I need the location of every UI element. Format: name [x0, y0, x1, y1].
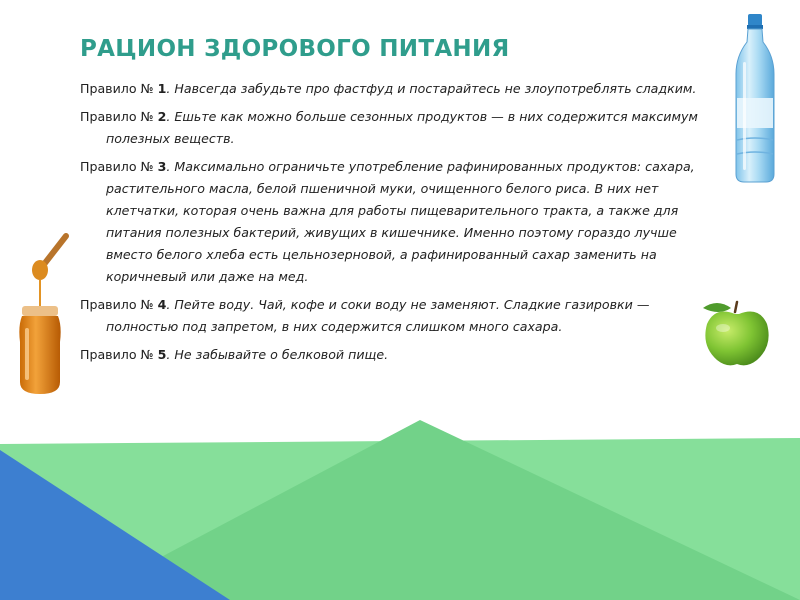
water-bottle-image	[733, 12, 777, 184]
rule-label: Правило №	[80, 109, 158, 124]
rule-number: 5	[157, 347, 167, 362]
rule-number: 3	[157, 159, 167, 174]
rule-label: Правило №	[80, 159, 158, 174]
rule-text: . Не забывайте о белковой пище.	[166, 347, 389, 362]
rule-label: Правило №	[80, 297, 158, 312]
rule-text: . Ешьте как можно больше сезонных продуктов — в них содержится максимум полезных веществ.	[106, 109, 698, 146]
rule-text: . Пейте воду. Чай, кофе и соки воду не заменяют. Сладкие газировки — полностью под запретом, в них содержится слишком много сахара.	[106, 297, 650, 334]
rule-2	[80, 106, 720, 150]
rule-text: . Навсегда забудьте про фастфуд и постарайтесь не злоупотреблять сладким.	[166, 81, 697, 96]
rule-number: 1	[157, 81, 167, 96]
honey-jar-image	[12, 232, 74, 400]
slide-title: РАЦИОН ЗДОРОВОГО ПИТАНИЯ	[80, 36, 510, 62]
rule-3	[80, 156, 720, 288]
rules-list	[80, 78, 720, 372]
rule-label: Правило №	[80, 81, 158, 96]
rule-1	[80, 78, 720, 100]
rule-label: Правило №	[80, 347, 158, 362]
green-apple-image	[695, 298, 779, 370]
rule-text: . Максимально ограничьте употребление рафинированных продуктов: сахара, растительного масла, белой пшеничной муки, очищенного белого риса. В них нет клетчатки, которая очень важна для работы пищеварительного тракта, а также для питания полезных бактерий, живущих в кишечнике. Именно поэтому гораздо лучше вместо белого хлеба есть цельнозерновой, а рафинированный сахар заменить на коричневый или даже на мед.	[106, 159, 695, 284]
rule-5	[80, 344, 720, 366]
rule-number: 4	[157, 297, 167, 312]
rule-4	[80, 294, 720, 338]
rule-number: 2	[157, 109, 167, 124]
